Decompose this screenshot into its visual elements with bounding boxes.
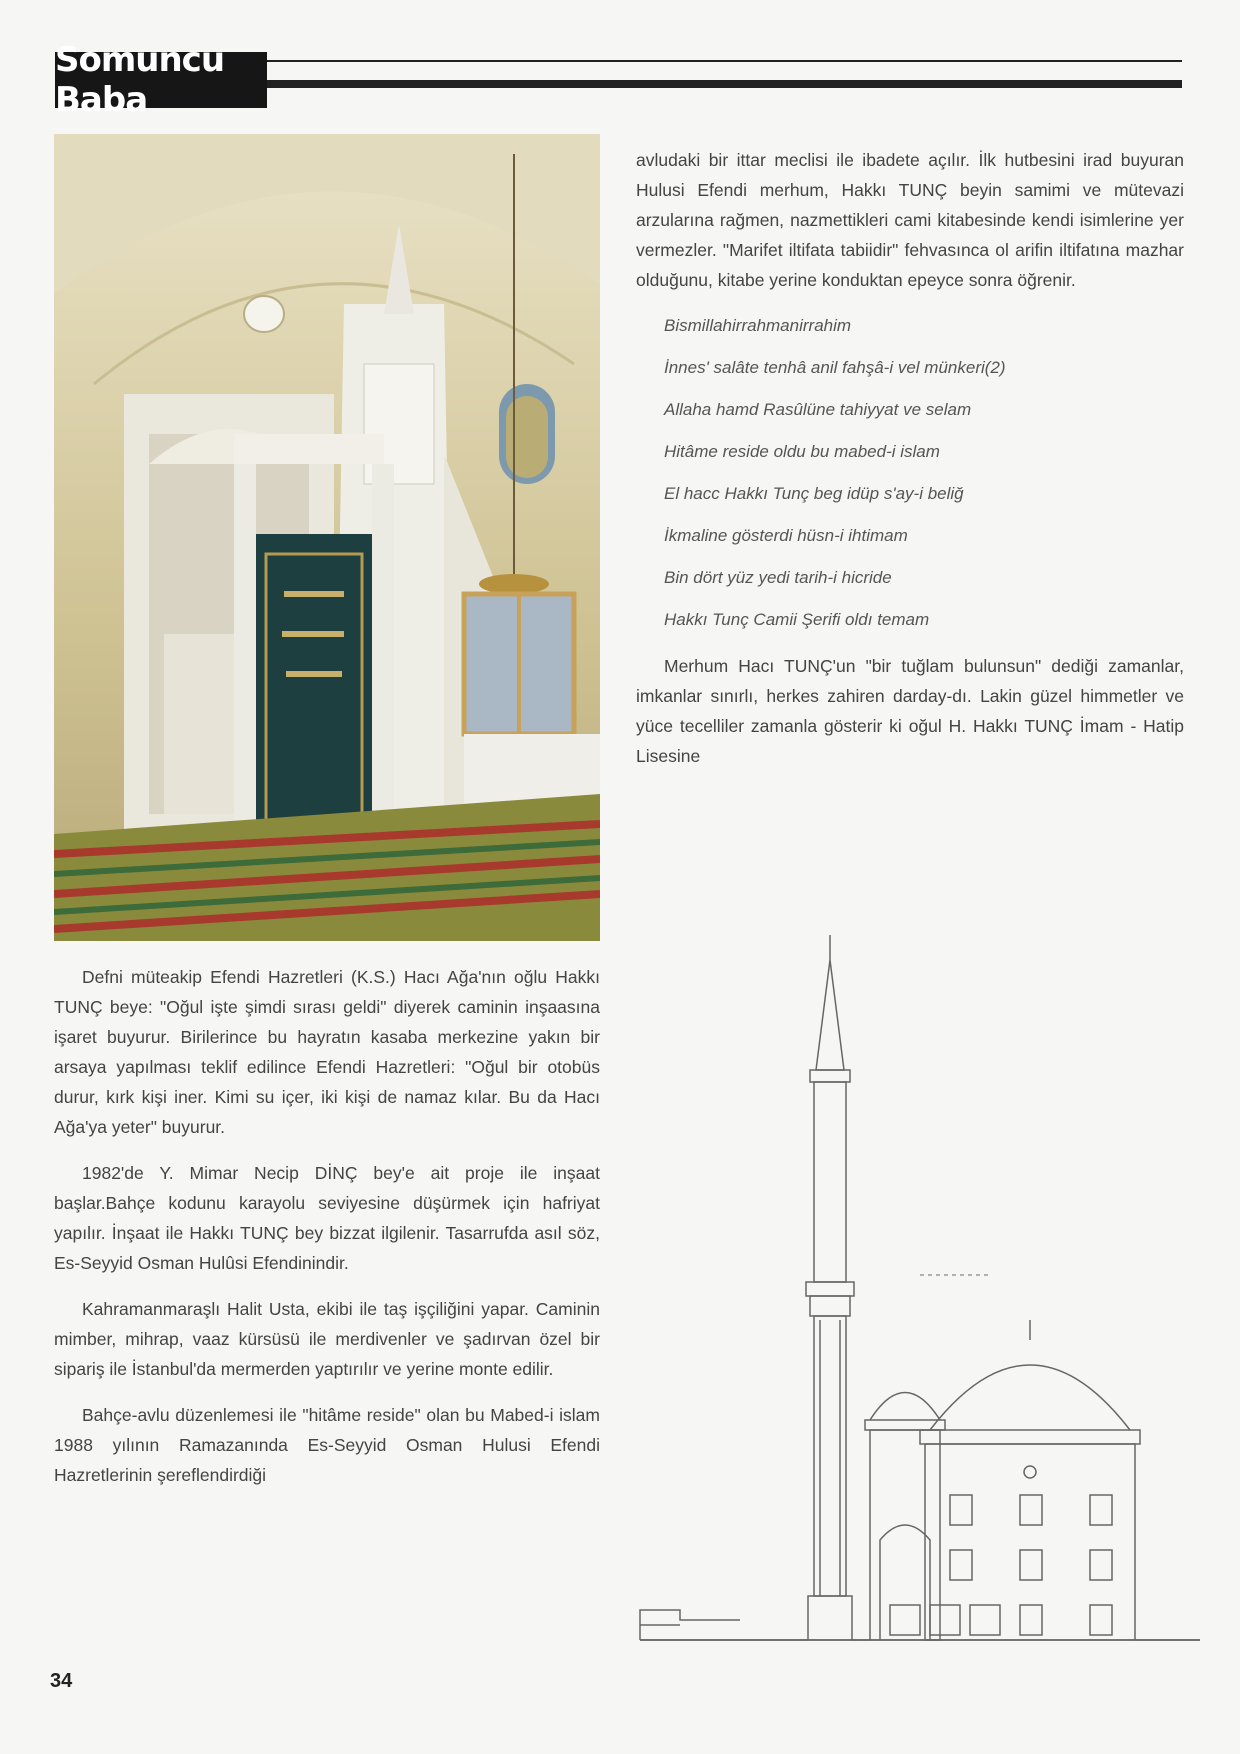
page-number: 34 bbox=[50, 1670, 73, 1692]
paragraph: Defni müteakip Efendi Hazretleri (K.S.) Hacı Ağa'nın oğlu Hakkı TUNÇ beye: "Oğul işte şimdi sırası geldi" diyerek caminin inşaasına işaret buyurur. Birilerince bu hayratın kasaba merkezine yakın bir arsaya yapılması teklif edilince Efendi Hazretleri: "Oğul bir otobüs durur, kırk kişi iner. Kimi su içer, iki kişi de namaz kılar. Bu da Hacı Ağa'ya yeter" buyurur. bbox=[54, 967, 600, 1137]
poem-line: İkmaline gösterdi hüsn-i ihtimam bbox=[664, 526, 908, 545]
inscription-poem bbox=[636, 305, 1184, 641]
poem-line: Allaha hamd Rasûlüne tahiyyat ve selam bbox=[664, 400, 972, 419]
poem-line: Bin dört yüz yedi tarih-i hicride bbox=[664, 568, 892, 587]
poem-line: Bismillahirrahmanirrahim bbox=[664, 316, 852, 335]
right-column-text bbox=[636, 145, 1184, 771]
header-rule-thick bbox=[267, 80, 1182, 88]
poem-line: İnnes' salâte tenhâ anil fahşâ-i vel münkeri(2) bbox=[664, 358, 1006, 377]
paragraph: avludaki bir ittar meclisi ile ibadete açılır. İlk hutbesini irad buyuran Hulusi Efendi merhum, Hakkı TUNÇ beyin samimi ve mütevazi arzularına rağmen, nazmettikleri cami kitabesinde kendi isimlerine yer vermezler. "Marifet iltifata tabiidir" fehvasınca ol arifin iltifatına mazhar olduğunu, kitabe yerine konduktan epeyce sonra öğrenir. bbox=[636, 150, 1184, 290]
magazine-brand: Somuncu Baba bbox=[55, 52, 267, 108]
left-column-text bbox=[54, 962, 600, 1490]
poem-line: Hakkı Tunç Camii Şerifi oldı temam bbox=[664, 610, 930, 629]
paragraph: Merhum Hacı TUNÇ'un "bir tuğlam bulunsun" dediği zamanlar, imkanlar sınırlı, herkes zahiren darday-dı. Lakin güzel himmetler ve yüce tecelliler zamanla gösterir ki oğul H. Hakkı TUNÇ İmam - Hatip Lisesine bbox=[636, 656, 1184, 766]
poem-line: Hitâme reside oldu bu mabed-i islam bbox=[664, 442, 940, 461]
header-rule-thin bbox=[267, 60, 1182, 62]
paragraph: Bahçe-avlu düzenlemesi ile "hitâme reside" olan bu Mabed-i islam 1988 yılının Ramazanında Es-Seyyid Osman Hulusi Efendi Hazretlerinin şereflendirdiği bbox=[54, 1405, 600, 1485]
paragraph: 1982'de Y. Mimar Necip DİNÇ bey'e ait proje ile inşaat başlar.Bahçe kodunu karayolu seviyesine düşürmek için hafriyat yapılır. İnşaat ile Hakkı TUNÇ bey bizzat ilgilenir. Tasarrufda asıl söz, Es-Seyyid Osman Hulûsi Efendinindir. bbox=[54, 1163, 600, 1273]
paragraph: Kahramanmaraşlı Halit Usta, ekibi ile taş işçiliğini yapar. Caminin mimber, mihrap, vaaz kürsüsü ile merdivenler ve şadırvan özel bir sipariş ile İstanbul'da mermerden yaptırılır ve yerine monte edilir. bbox=[54, 1299, 600, 1379]
mosque-interior-photo bbox=[54, 134, 600, 941]
poem-line: El hacc Hakkı Tunç beg idüp s'ay-i beliğ bbox=[664, 484, 964, 503]
mosque-elevation-drawing bbox=[620, 920, 1200, 1650]
